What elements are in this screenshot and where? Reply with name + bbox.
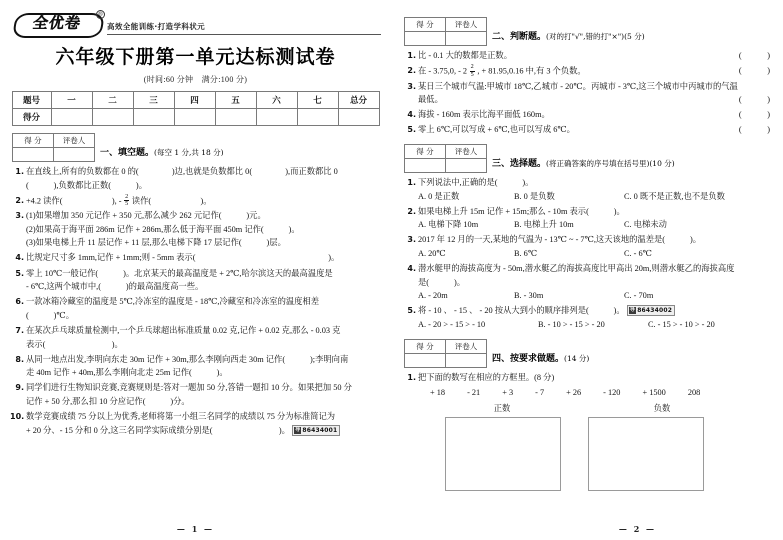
fraction-denominator: 5 [125, 200, 129, 208]
question-line [26, 424, 381, 438]
question-item [10, 209, 381, 250]
grader-box-2 [404, 17, 487, 46]
option-b[interactable]: B. 6℃ [514, 248, 538, 258]
question-line: 表示( )。 [26, 339, 123, 349]
question-number: 1. [15, 167, 24, 176]
fraction-numerator: 2 [125, 192, 129, 200]
question-body [418, 371, 773, 385]
question-line: (2)如果高于海平面 286m 记作 + 286m,那么低于海平面 450m 记作( )。 [26, 224, 300, 234]
question-item [402, 64, 773, 78]
grader-score-value[interactable] [13, 148, 54, 162]
grader-score-value[interactable] [405, 353, 446, 367]
table-row [405, 32, 487, 46]
question-line: 同学们进行生物知识竞赛,竞赛规则是:答对一题加 50 分,答错一题扣 10 分。如果把加 50 分 [26, 383, 352, 393]
question-line: 一款冰箱冷藏室的温度是 5℃,冷冻室的温度是 - 18℃,冷藏室和冷冻室的温度相差 [26, 297, 320, 307]
resource-code-chip[interactable] [292, 425, 340, 436]
question-line-wrap [418, 93, 773, 107]
question-item [402, 123, 773, 137]
resource-code: 86434001 [302, 426, 338, 434]
question-line: 走 40m 记作 + 40m,那么李刚向北走 25m 记作( )。 [26, 368, 228, 378]
option-c[interactable]: C. - 70m [624, 291, 654, 301]
table-row-header [405, 144, 487, 158]
score-table-col-1: 一 [51, 92, 92, 109]
question-number: 10. [10, 412, 25, 421]
question-line: 零上 10℃一般记作( )。北京某天的最高温度是 + 2℃,哈尔滨这天的最高温度是 [26, 268, 333, 278]
question-body [26, 165, 381, 192]
question-body [26, 381, 381, 408]
question-number: 4. [15, 253, 24, 263]
option-c[interactable]: C. - 15 > - 10 > - 20 [648, 319, 715, 329]
question-number: 5. [407, 125, 416, 135]
question-body [26, 353, 381, 380]
question-item [10, 267, 381, 294]
slogan-block [107, 21, 381, 36]
section-header-true-false [404, 17, 773, 46]
score-table-col-3: 三 [133, 92, 174, 109]
fraction-numerator: 2 [470, 63, 474, 71]
answer-paren[interactable]: ( ) [738, 95, 773, 105]
question-line: 潜水艇甲的海拔高度为 - 50m,潜水艇乙的海拔高度比甲高出 20m,则潜水艇乙的海拔高度 [418, 264, 735, 274]
question-number: 6. [15, 297, 24, 307]
grader-marker-value[interactable] [446, 32, 487, 46]
grader-box-1 [12, 133, 95, 162]
fraction-two-fifths [124, 194, 129, 208]
question-number: 7. [15, 325, 24, 335]
option-c[interactable]: C. 电梯未动 [624, 220, 667, 230]
option-a[interactable]: A. 20℃ [418, 248, 446, 258]
section-title-2 [492, 29, 645, 42]
question-line: 从同一地点出发,李明向东走 30m 记作 + 30m,那么李刚向西走 30m 记作( );李明向南 [26, 354, 349, 364]
question-item [10, 165, 381, 192]
score-table-row-label: 题号 [12, 92, 51, 109]
grader-marker-label: 评卷人 [54, 134, 95, 148]
section-heading-note: (将正确答案的序号填在括号里)(10 分) [546, 158, 675, 168]
section-heading-text: 二、判断题。 [492, 32, 547, 42]
question-line: (3)如果电梯上升 11 层记作 + 11 层,那么电梯下降 17 层记作( )层。 [26, 238, 286, 248]
question-text-part-b: ), - [111, 196, 122, 206]
grader-score-value[interactable] [405, 32, 446, 46]
question-number: 2. [15, 195, 24, 205]
question-body [418, 80, 773, 107]
section-heading-text: 四、按要求做题。 [492, 353, 565, 364]
option-list [418, 190, 773, 204]
question-body [418, 205, 773, 232]
question-number: 3. [407, 235, 416, 245]
section-title-3 [492, 156, 675, 169]
question-item [402, 371, 773, 385]
question-text-part-d: )。 [200, 196, 212, 206]
table-row [12, 109, 379, 126]
answer-paren[interactable]: ( ) [738, 125, 773, 135]
page-subtitle: (时间:60 分钟 满分:100 分) [143, 75, 248, 84]
question-line-text: + 20 分、- 15 分和 0 分,这三名同学实际成绩分别是( )。 [26, 425, 290, 435]
question-line: ( )℃。 [26, 310, 74, 320]
page-left [0, 0, 391, 540]
question-number: 4. [407, 110, 416, 120]
question-item [402, 176, 773, 203]
question-item [10, 353, 381, 380]
guide-icon: 导 [629, 307, 636, 314]
question-item [10, 410, 381, 437]
question-number: 5. [407, 306, 416, 316]
score-table-col-total: 总分 [338, 92, 379, 109]
option-b[interactable]: B. 电梯上升 10m [514, 220, 574, 230]
fraction-denominator: 5 [470, 70, 474, 78]
question-line-wrap [418, 304, 773, 318]
grader-score-value[interactable] [405, 158, 446, 172]
brand-logo [12, 9, 104, 36]
question-line: 下列说法中,正确的是( )。 [418, 177, 534, 187]
question-item [10, 295, 381, 322]
option-b[interactable]: B. - 10 > - 15 > - 20 [538, 319, 605, 329]
question-line: 在直线上,所有的负数都在 0 的( )边,也就是负数都比 0( ),而正数都比 0 [26, 167, 338, 176]
score-cell-4[interactable] [174, 109, 215, 126]
question-body [26, 324, 381, 351]
question-line: 某日三个城市气温:甲城市 18℃,乙城市 - 20℃。丙城市 - 3℃,这三个城市中丙城市的气温 [418, 81, 738, 91]
score-table-col-6: 六 [256, 92, 297, 109]
question-body [26, 267, 381, 294]
question-body [26, 295, 381, 322]
table-row [405, 158, 487, 172]
question-line: 是( )。 [418, 277, 466, 287]
label-positive-numbers: 正数 [493, 404, 511, 414]
number-item: + 18 [430, 388, 446, 398]
answer-box-negative[interactable] [588, 417, 704, 491]
page-number-right: — 2 — [618, 524, 657, 534]
question-line: 零上 6℃,可以写成 + 6℃,也可以写成 6℃。 [418, 125, 575, 135]
score-table-col-4: 四 [174, 92, 215, 109]
guide-icon: 导 [295, 426, 301, 433]
score-cell-5[interactable] [215, 109, 256, 126]
option-a[interactable]: A. 0 是正数 [418, 191, 460, 201]
answer-box-row [402, 417, 773, 491]
question-number: 8. [15, 354, 24, 364]
section-heading-text: 三、选择题。 [492, 158, 547, 169]
question-item [10, 324, 381, 351]
question-item [402, 49, 773, 63]
question-line: 比 - 0.1 大的数都是正数。 [418, 51, 513, 60]
grader-score-label: 得 分 [13, 134, 54, 148]
question-item [10, 251, 381, 265]
grader-marker-value[interactable] [446, 353, 487, 367]
table-row [405, 353, 487, 367]
score-cell-3[interactable] [133, 109, 174, 126]
number-item: + 3 [502, 388, 514, 398]
question-line: 在某次乒乓球质量检测中,一个乒乓球超出标准质量 0.02 克,记作 + 0.02 克,那么 - 0.03 克 [26, 325, 341, 335]
page-number-left: — 1 — [176, 524, 215, 534]
brand-slogan: 高效全能训练·打造学科状元 [107, 22, 206, 31]
logo-text: 全优卷 [31, 14, 83, 32]
score-summary-table [12, 91, 380, 126]
section-heading-text: 一、填空题。 [100, 148, 155, 158]
question-item [402, 108, 773, 122]
resource-code: 86434002 [637, 307, 673, 315]
question-number: 5. [15, 268, 24, 278]
question-body [418, 233, 773, 260]
number-item: - 21 [467, 388, 481, 398]
number-list [430, 388, 773, 397]
question-item [402, 80, 773, 107]
question-line: ( ),负数都比正数( )。 [26, 180, 147, 190]
grader-score-label: 得 分 [405, 144, 446, 158]
table-row-header [405, 18, 487, 32]
question-number: 2. [407, 66, 416, 76]
number-item: - 120 [603, 388, 621, 398]
option-a[interactable]: A. 电梯下降 10m [418, 220, 479, 230]
resource-code-chip[interactable] [627, 305, 675, 316]
question-body [26, 251, 381, 265]
question-number: 1. [407, 372, 416, 382]
section-header-fill-in-blank [12, 133, 381, 162]
question-text-part-a: +4.2 读作( [26, 196, 63, 206]
question-item [402, 262, 773, 303]
option-list [418, 289, 773, 303]
fraction-two-fifths [470, 64, 475, 78]
question-item [402, 205, 773, 232]
question-number: 3. [407, 81, 416, 91]
question-number: 4. [407, 264, 416, 274]
page-right [392, 0, 783, 540]
grader-marker-label: 评卷人 [446, 18, 487, 32]
option-c[interactable]: C. - 6℃ [624, 248, 652, 258]
grader-box-3 [404, 144, 487, 173]
question-body [418, 304, 773, 331]
number-item: 208 [687, 388, 701, 398]
grader-marker-label: 评卷人 [446, 144, 487, 158]
option-list [418, 318, 773, 332]
option-c[interactable]: C. 0 既不是正数,也不是负数 [624, 191, 725, 201]
question-line: 把下面的数写在相应的方框里。(8 分) [418, 372, 555, 382]
question-number: 3. [15, 211, 24, 221]
page-title: 六年级下册第一单元达标测试卷 [55, 46, 336, 68]
question-line: (1)如果增加 350 元记作 + 350 元,那么减少 262 元记作( )元。 [26, 211, 266, 221]
table-row-header [12, 92, 379, 109]
question-number: 2. [407, 206, 416, 216]
question-text-part-b: , + 81.95,0.16 中,有 3 个负数。 [477, 66, 586, 76]
score-cell-1[interactable] [51, 109, 92, 126]
question-body [418, 123, 773, 137]
question-body [26, 410, 381, 437]
slogan-divider [107, 34, 381, 35]
question-item [402, 304, 773, 331]
question-body [418, 108, 773, 122]
answer-box-labels [402, 402, 773, 414]
score-cell-7[interactable] [297, 109, 338, 126]
question-item [402, 233, 773, 260]
grader-score-label: 得 分 [405, 18, 446, 32]
masthead [12, 6, 381, 36]
question-body [418, 176, 773, 203]
table-row-header [405, 339, 487, 353]
option-list [418, 218, 773, 232]
question-line: 2017 年 12 月的一天,某地的气温为 - 13℃ ~ - 7℃,这天该地的温差是( )。 [418, 235, 702, 245]
option-a[interactable]: A. - 20 > - 15 > - 10 [418, 319, 486, 329]
grader-score-label: 得 分 [405, 339, 446, 353]
answer-paren[interactable]: ( ) [738, 66, 773, 76]
question-line: 记作 + 50 分,那么扣 10 分应记作( )分。 [26, 396, 190, 406]
section-title-1 [100, 145, 224, 158]
section-title-4 [492, 351, 589, 364]
section-header-multiple-choice [404, 144, 773, 173]
question-line: 数学竞赛成绩 75 分以上为优秀,老师将第一小组三名同学的成绩以 75 分为标准简记为 [26, 412, 336, 421]
option-b[interactable]: B. - 30m [514, 291, 544, 301]
question-text-part-a: 在 - 3.75,0, - 2 [418, 66, 468, 76]
option-list [418, 247, 773, 261]
answer-paren[interactable]: ( ) [738, 110, 773, 120]
score-table-col-7: 七 [297, 92, 338, 109]
question-line: - 6℃,这两个城市中,( )的最高温度高一些。 [26, 282, 204, 292]
section-heading-note: (对的打"√",错的打"×")(5 分) [546, 32, 645, 41]
question-number: 1. [407, 177, 416, 187]
number-item: + 1500 [642, 388, 666, 398]
question-text-part-c: 读作( [131, 196, 152, 206]
question-line: 海拔 - 160m 表示比海平面低 160m。 [418, 110, 550, 120]
score-cell-6[interactable] [256, 109, 297, 126]
question-body [418, 49, 773, 63]
score-table-col-5: 五 [215, 92, 256, 109]
question-item [10, 381, 381, 408]
grader-box-4 [404, 339, 487, 368]
answer-paren[interactable]: ( ) [738, 51, 773, 60]
question-line: 如果电梯上升 15m 记作 + 15m;那么 - 10m 表示( )。 [418, 206, 625, 216]
number-item: - 7 [535, 388, 545, 398]
question-body [418, 262, 773, 303]
grader-marker-label: 评卷人 [446, 339, 487, 353]
section-heading-note: (每空 1 分,共 18 分) [154, 148, 224, 157]
question-line: 比规定尺寸多 1mm,记作 + 1mm;则 - 5mm 表示( )。 [26, 253, 340, 263]
score-table-col-2: 二 [92, 92, 133, 109]
grader-marker-value[interactable] [54, 148, 95, 162]
question-body [418, 64, 773, 78]
question-body [26, 194, 381, 208]
question-line: 将 - 10 、 - 15 、 - 20 按从大到小的顺序排列是( )。 [418, 306, 625, 316]
grader-marker-value[interactable] [446, 158, 487, 172]
score-cell-total[interactable] [338, 109, 379, 126]
score-cell-2[interactable] [92, 109, 133, 126]
question-number: 9. [15, 383, 24, 393]
section-header-solve [404, 339, 773, 368]
question-number: 1. [407, 51, 416, 60]
number-item: + 26 [566, 388, 582, 398]
option-a[interactable]: A. - 20m [418, 291, 448, 301]
table-row-header [13, 134, 95, 148]
section-heading-note: (14 分) [564, 353, 590, 363]
question-line: 最低。 [418, 95, 443, 105]
score-table-row-label-score: 得分 [12, 109, 51, 126]
table-row [13, 148, 95, 162]
option-b[interactable]: B. 0 是负数 [514, 191, 555, 201]
answer-box-positive[interactable] [445, 417, 561, 491]
question-item [10, 194, 381, 208]
question-body [26, 209, 381, 250]
label-negative-numbers: 负数 [653, 404, 671, 414]
registered-mark-icon: ® [97, 11, 104, 18]
